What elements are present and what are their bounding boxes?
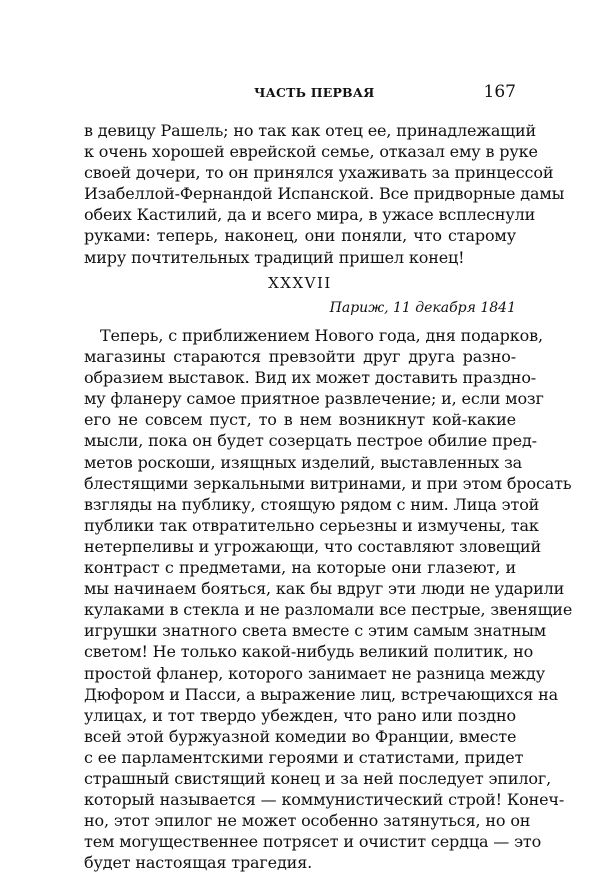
text-line: тем могущественнее потрясет и очистит сердца — это — [84, 832, 542, 852]
text-line: кулаками в стекла и не разломали все пестрые, звенящие — [84, 600, 573, 620]
section-heading: XXXVII — [268, 274, 332, 292]
text-line: обеих Кастилий, да и всего мира, в ужасе всплеснули — [84, 205, 536, 225]
continued-paragraph — [84, 120, 565, 268]
text-line: улицах, и тот твердо убежден, что рано или поздно — [84, 705, 516, 725]
page-number: 167 — [483, 82, 516, 102]
text-line: в девицу Рашель; но так как отец ее, принадлежащий — [84, 121, 537, 140]
text-line: мы начинаем бояться, как бы вдруг эти люди не ударили — [84, 579, 565, 599]
text-line: блестящими зеркальными витринами, и при этом бросать — [84, 473, 572, 493]
text-line: метов роскоши, изящных изделий, выставленных за — [84, 452, 523, 472]
text-line: Изабеллой-Фернандой Испанской. Все придворные дамы — [84, 184, 565, 204]
text-line: Дюфором и Пасси, а выражение лиц, встречающихся на — [84, 684, 558, 704]
text-line: взгляды на публику, стоящую рядом с ним. Лица этой — [84, 494, 540, 514]
text-line: магазины стараются превзойти друг друга разно- — [84, 347, 516, 367]
text-line: миру почтительных традиций пришел конец! — [84, 247, 465, 267]
text-line: его не совсем пуст, то в нем возникнут кой-какие — [84, 410, 516, 430]
text-line: руками: теперь, наконец, они поняли, что старому — [84, 226, 516, 246]
text-line: игрушки знатного света вместе с этим самым знатным — [84, 621, 547, 641]
text-line: простой фланер, которого занимает не разница между — [84, 663, 545, 683]
main-paragraph — [84, 325, 573, 873]
text-line: светом! Не только какой-нибудь великий политик, но — [84, 642, 534, 662]
text-line: контраст с предметами, на которые они глазеют, и — [84, 558, 516, 578]
text-line: который называется — коммунистический строй! Конеч- — [84, 790, 565, 810]
running-header — [84, 82, 516, 102]
text-line: му фланеру самое приятное развлечение; и, если мозг — [84, 389, 544, 409]
text-line: с ее парламентскими героями и статистами, придет — [84, 747, 524, 767]
text-line: страшный свистящий конец и за ней последует эпилог, — [84, 768, 552, 788]
dateline: Париж, 11 декабря 1841 — [329, 300, 516, 316]
text-line: Теперь, с приближением Нового года, дня подарков, — [100, 326, 543, 345]
text-line: мысли, пока он будет созерцать пестрое обилие пред- — [84, 431, 537, 451]
running-title: ЧАСТЬ ПЕРВАЯ — [254, 85, 375, 100]
text-line: но, этот эпилог не может особенно затянуться, но он — [84, 811, 531, 831]
text-line: будет настоящая трагедия. — [84, 853, 313, 873]
text-line: образием выставок. Вид их может доставить праздно- — [84, 368, 537, 388]
text-line: к очень хорошей еврейской семье, отказал ему в руке — [84, 142, 538, 162]
text-line: публики так отвратительно серьезны и измучены, так — [84, 515, 539, 535]
text-line: всей этой буржуазной комедии во Франции, вместе — [84, 726, 517, 746]
text-line: нетерпеливы и угрожающи, что составляют зловещий — [84, 536, 542, 556]
text-line: своей дочери, то он принялся ухаживать за принцессой — [84, 163, 554, 183]
